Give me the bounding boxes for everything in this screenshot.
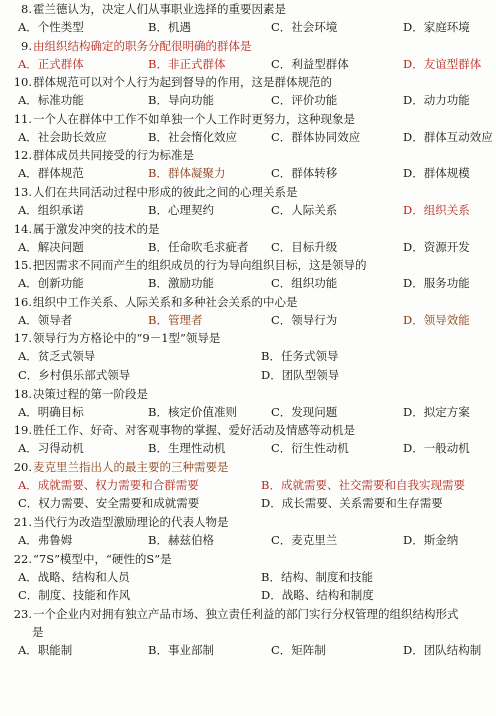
question-9	[6, 37, 492, 74]
question-12	[6, 146, 492, 183]
question-stem	[6, 146, 492, 164]
option-C: C．评价功能	[271, 93, 338, 108]
options-row	[6, 494, 492, 513]
option-D: D．拟定方案	[403, 404, 470, 419]
option-D: D．战略、结构和制度	[261, 588, 374, 603]
question-stem	[6, 513, 492, 531]
option-C: C．利益型群体	[271, 56, 349, 71]
option-B: B．非正式群体	[148, 56, 226, 71]
options-row	[6, 641, 492, 660]
option-A: A．群体规范	[18, 166, 84, 181]
option-C: C．组织功能	[271, 276, 338, 291]
option-B: B．核定价值准则	[148, 404, 237, 419]
question-number: 14.	[13, 221, 32, 236]
options-row	[6, 531, 492, 550]
option-C: C．权力需要、安全需要和成就需要	[18, 496, 200, 511]
question-text: 麦克里兰指出人的最主要的三种需要是	[33, 459, 229, 474]
option-A: A．明确目标	[18, 404, 84, 419]
question-18	[6, 385, 492, 422]
question-stem	[6, 73, 492, 91]
question-text: 群体成员共同接受的行为标准是	[33, 148, 194, 163]
option-D: D．成长需要、关系需要和生存需要	[261, 496, 443, 511]
option-C: C．制度、技能和作风	[18, 588, 131, 603]
option-D: D．斯金纳	[403, 532, 459, 547]
option-D: D．组织关系	[403, 202, 470, 217]
question-stem	[6, 385, 492, 403]
options-row	[6, 366, 492, 385]
option-B: B．心理契约	[148, 202, 214, 217]
question-stem	[6, 110, 492, 128]
question-text: 由组织结构确定的职务分配很明确的群体是	[33, 38, 252, 53]
option-B: B．任命吹毛求疵者	[148, 239, 249, 254]
question-text: 一个企业内对拥有独立产品市场、独立责任利益的部门实行分权管理的组织结构形式	[33, 606, 459, 621]
question-text: 一个人在群体中工作不如单独一个人工作时更努力，这种现象是	[33, 111, 355, 126]
options-row	[6, 439, 492, 458]
option-B: B．结构、制度和技能	[261, 569, 373, 584]
question-number: 9.	[21, 38, 32, 53]
option-A: A．标准功能	[18, 93, 84, 108]
option-C: C．群体协同效应	[271, 129, 361, 144]
question-number: 17.	[13, 331, 32, 346]
option-A: A．社会助长效应	[18, 129, 107, 144]
option-B: B．导向功能	[148, 93, 214, 108]
question-8	[6, 0, 492, 37]
option-D: D．领导效能	[403, 312, 470, 327]
option-B: B．成就需要、社交需要和自我实现需要	[261, 477, 465, 492]
question-text: 决策过程的第一阶段是	[33, 386, 148, 401]
option-C: C．发现问题	[271, 404, 338, 419]
option-A: A．成就需要、权力需要和合群需要	[18, 477, 199, 492]
option-B: B．事业部制	[148, 642, 214, 657]
question-text: 当代行为改造型激励理论的代表人物是	[33, 514, 229, 529]
option-A: A．个性类型	[18, 20, 84, 34]
question-stem	[6, 421, 492, 439]
options-row	[6, 238, 492, 257]
option-D: D．资源开发	[403, 239, 470, 254]
options-row	[6, 403, 492, 422]
question-text: 属于激发冲突的技术的是	[33, 221, 160, 236]
question-stem	[6, 293, 492, 311]
option-D: D．团队型领导	[261, 367, 340, 382]
option-C: C．衍生性动机	[271, 441, 349, 456]
question-number: 12.	[13, 148, 32, 163]
options-row	[6, 128, 492, 147]
option-C: C．社会环境	[271, 20, 338, 34]
question-number: 16.	[13, 294, 32, 309]
question-text: 人们在共同活动过程中形成的彼此之间的心理关系是	[33, 184, 298, 199]
option-D: D．动力功能	[403, 93, 470, 108]
question-stem	[6, 220, 492, 238]
question-stem	[6, 37, 492, 55]
option-A: A．组织承诺	[18, 202, 84, 217]
option-A: A．领导者	[18, 312, 73, 327]
option-D: D．群体互动效应	[403, 129, 493, 144]
question-text: 把因需求不同而产生的组织成员的行为导向组织目标，这是领导的	[33, 258, 367, 273]
option-A: A．战略、结构和人员	[18, 569, 130, 584]
question-number: 15.	[13, 258, 32, 273]
option-B: B．任务式领导	[261, 349, 339, 364]
question-number: 8.	[21, 2, 32, 16]
option-B: B．赫兹伯格	[148, 532, 214, 547]
options-row	[6, 568, 492, 587]
options-row	[6, 164, 492, 183]
options-row	[6, 91, 492, 110]
question-text: 领导行为方格论中的“9－1型”领导是	[33, 331, 221, 346]
option-B: B．管理者	[148, 312, 203, 327]
question-stem	[6, 329, 492, 347]
option-D: D．一般动机	[403, 441, 470, 456]
option-C: C．领导行为	[271, 312, 338, 327]
option-A: A．弗鲁姆	[18, 532, 73, 547]
options-row	[6, 347, 492, 366]
option-D: D．友谊型群体	[403, 56, 482, 71]
option-A: A．创新功能	[18, 276, 84, 291]
question-text: 霍兰德认为，决定人们从事职业选择的重要因素是	[33, 2, 286, 16]
option-B: B．激励功能	[148, 276, 214, 291]
options-row	[6, 18, 492, 37]
option-B: B．生理性动机	[148, 441, 226, 456]
question-23	[6, 605, 492, 660]
option-A: A．职能制	[18, 642, 73, 657]
question-13	[6, 183, 492, 220]
option-C: C．群体转移	[271, 166, 338, 181]
options-row	[6, 311, 492, 330]
option-B: B．群体凝聚力	[148, 166, 226, 181]
option-C: C．人际关系	[271, 202, 338, 217]
question-21	[6, 513, 492, 550]
option-C: C．矩阵制	[271, 642, 326, 657]
options-row	[6, 586, 492, 605]
option-A: A．贫乏式领导	[18, 349, 96, 364]
exam-page	[6, 0, 492, 659]
options-row	[6, 476, 492, 495]
option-D: D．服务功能	[403, 276, 470, 291]
question-15	[6, 256, 492, 293]
question-stem	[6, 256, 492, 274]
question-number: 18.	[13, 386, 32, 401]
question-number: 13.	[13, 184, 32, 199]
question-11	[6, 110, 492, 147]
question-number: 21.	[13, 514, 32, 529]
question-20	[6, 458, 492, 513]
question-number: 22.	[13, 551, 32, 566]
question-text: “7S”模型中，“硬性的S”是	[33, 551, 172, 566]
option-A: A．正式群体	[18, 56, 84, 71]
question-text: 组织中工作关系、人际关系和多种社会关系的中心是	[33, 294, 298, 309]
question-number: 20.	[13, 459, 32, 474]
question-text: 胜任工作、好奇、对客观事物的掌握、爱好活动及情感等动机是	[33, 423, 355, 438]
question-number: 11.	[13, 111, 32, 126]
question-19	[6, 421, 492, 458]
question-number: 19.	[13, 423, 32, 438]
option-B: B．社会惰化效应	[148, 129, 237, 144]
question-stem	[6, 0, 492, 18]
option-A: A．习得动机	[18, 441, 84, 456]
option-C: C．麦克里兰	[271, 532, 338, 547]
question-number: 10.	[13, 75, 32, 90]
options-row	[6, 55, 492, 74]
question-22	[6, 550, 492, 605]
question-text: 群体规范可以对个人行为起到督导的作用，这是群体规范的	[33, 75, 332, 90]
question-stem	[6, 605, 492, 623]
option-C: C．乡村俱乐部式领导	[18, 367, 131, 382]
question-text-continuation: 是	[32, 624, 44, 639]
option-C: C．目标升级	[271, 239, 338, 254]
question-stem	[6, 458, 492, 476]
option-D: D．群体规模	[403, 166, 470, 181]
question-number: 23.	[13, 606, 32, 621]
question-10	[6, 73, 492, 110]
question-16	[6, 293, 492, 330]
option-B: B．机遇	[148, 20, 191, 34]
options-row	[6, 274, 492, 293]
option-D: D．家庭环境	[403, 20, 470, 34]
question-14	[6, 220, 492, 257]
option-A: A．解决问题	[18, 239, 84, 254]
question-stem	[6, 183, 492, 201]
question-17	[6, 329, 492, 384]
option-D: D．团队结构制	[403, 642, 482, 657]
options-row	[6, 201, 492, 220]
question-stem	[6, 550, 492, 568]
